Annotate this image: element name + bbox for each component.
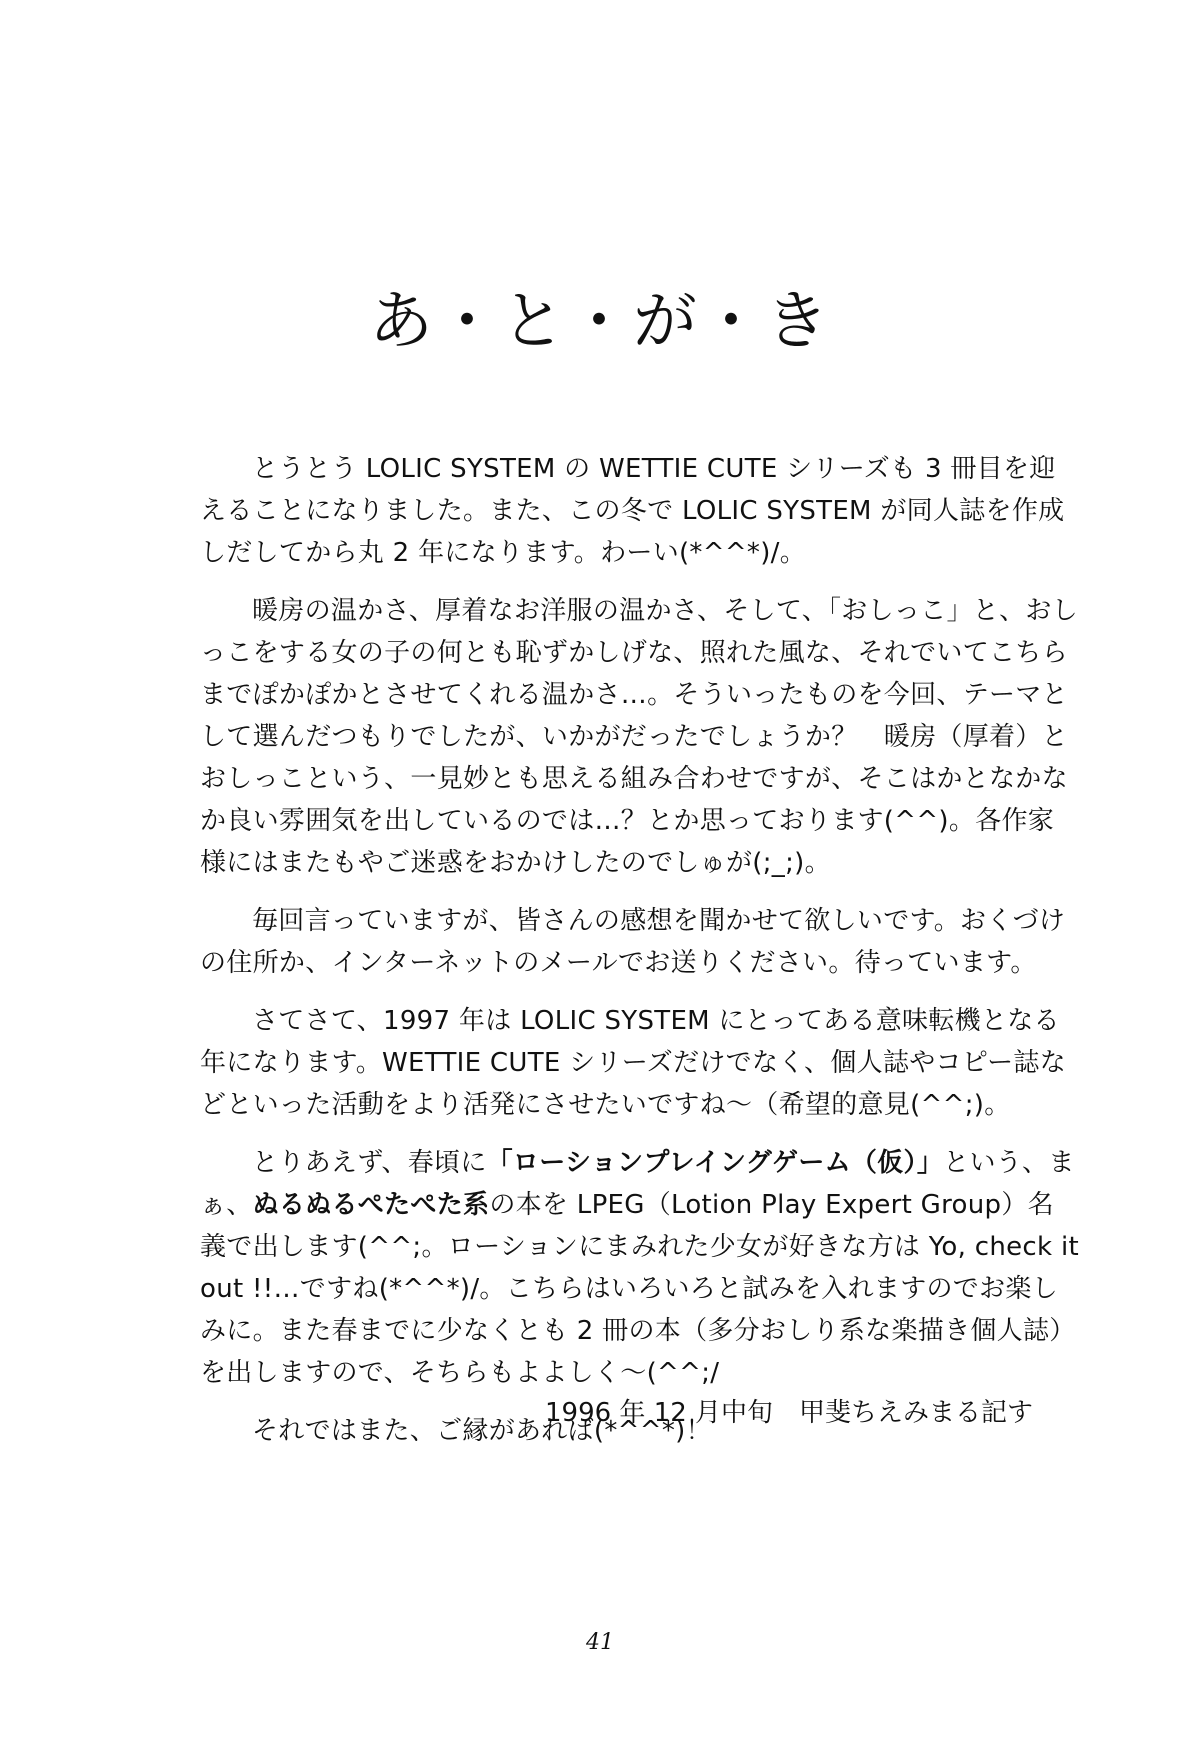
paragraph-5-bold-b: ぬるぬるぺたぺた系 bbox=[252, 1190, 490, 1220]
signature-line: 1996 年 12 月中旬 甲斐ちえみまる記す bbox=[545, 1398, 1034, 1428]
paragraph-4: さてさて、1997 年は LOLIC SYSTEM にとってある意味転機となる年になります。WETTIE CUTE シリーズだけでなく、個人誌やコピー誌などといった活動をより活発にさせたいですね～（希望的意見(^^;)。 bbox=[200, 1006, 1067, 1120]
paragraph-6: それではまた、ご縁があれば(*^^*)！ bbox=[252, 1416, 712, 1446]
paragraph-5-text-c: の本を LPEG（Lotion Play Expert Group）名義で出します(^^;。ローションにまみれた少女が好きな方は Yo, check it out !!…ですね(*^^*)/。こちらはいろいろと試みを入れますのでお楽しみに。また春までに少なくとも 2 冊の本（多分おしり系な楽描き個人誌）を出しますので、そちらもよよしく～(^^;/ bbox=[200, 1190, 1079, 1388]
paragraph-3: 毎回言っていますが、皆さんの感想を聞かせて欲しいです。おくづけの住所か、インターネットのメールでお送りください。待っています。 bbox=[200, 906, 1066, 978]
paragraph-5-text-a: とりあえず、春頃に bbox=[252, 1148, 487, 1178]
paragraph-5-bold-a: 「ローションプレイングゲーム（仮）」 bbox=[486, 1148, 944, 1178]
paragraph-1: とうとう LOLIC SYSTEM の WETTIE CUTE シリーズも 3 冊目を迎えることになりました。また、この冬で LOLIC SYSTEM が同人誌を作成しだしてから丸 2 年になります。わーい(*^^*)/。 bbox=[200, 454, 1065, 568]
afterword-body bbox=[200, 448, 1080, 1468]
paragraph-5-text-b: という、まぁ、 bbox=[200, 1148, 1075, 1220]
paragraph-2: 暖房の温かさ、厚着なお洋服の温かさ、そして、「おしっこ」と、おしっこをする女の子の何とも恥ずかしげな、照れた風な、それでいてこちらまでぽかぽかとさせてくれる温かさ…。そういったものを今回、テーマとして選んだつもりでしたが、いかがだったでしょうか？ 暖房（厚着）とおしっこという、一見妙とも思える組み合わせですが、そこはかとなかなか良い雰囲気を出しているのでは…？とか思っております(^^)。各作家様にはまたもやご迷惑をおかけしたのでしゅが(;_;)。 bbox=[200, 596, 1079, 878]
page-number: 41 bbox=[586, 1630, 614, 1655]
paragraph-5 bbox=[200, 1142, 1080, 1394]
page-title: あ・と・が・き bbox=[369, 285, 831, 359]
